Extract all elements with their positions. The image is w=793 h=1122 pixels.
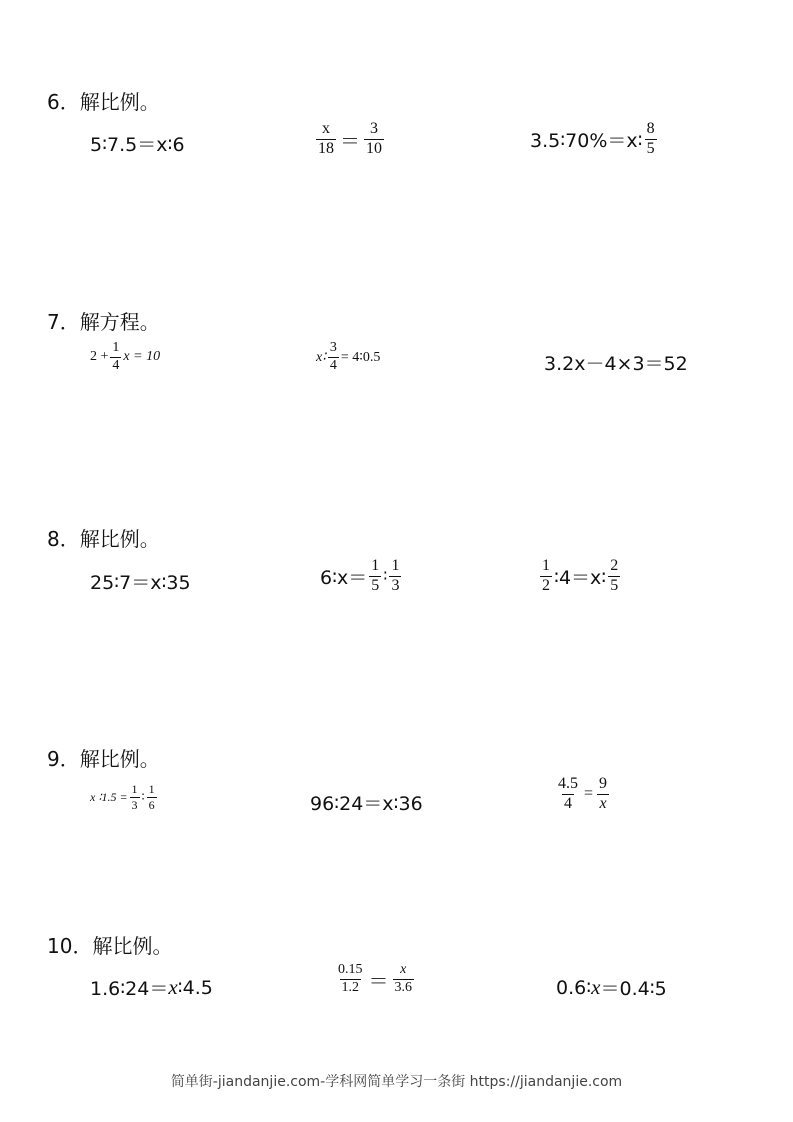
- fraction-numerator: 4.5: [558, 775, 578, 792]
- problem-10-1: [90, 974, 213, 1001]
- problem-9-2: 96∶24＝x∶36: [310, 793, 423, 815]
- problem-6-2: [314, 121, 386, 158]
- fraction-denominator: 5: [646, 139, 655, 157]
- expression-text: 0.6∶: [556, 976, 592, 999]
- section-8-heading: 8．解比例。: [47, 527, 160, 551]
- expression-text: ∶4.5: [177, 976, 213, 999]
- expression-text: x = 10: [123, 349, 161, 365]
- problem-6-1: 5∶7.5＝x∶6: [90, 134, 185, 156]
- problem-8-1: 25∶7＝x∶35: [90, 572, 191, 594]
- problem-7-3: 3.2x－4×3＝52: [544, 353, 688, 375]
- expression-text: ∶4＝x∶: [554, 566, 607, 589]
- fraction-numerator: x: [400, 962, 407, 977]
- fraction-numerator: 1: [112, 340, 120, 355]
- section-6-heading: 6．解比例。: [47, 90, 160, 114]
- fraction-numerator: 0.15: [338, 962, 363, 977]
- fraction-numerator: 1: [131, 782, 138, 796]
- fraction-denominator: 5: [610, 576, 619, 594]
- equals-sign: ＝: [368, 970, 389, 993]
- expression-text: = 4∶0.5: [340, 349, 381, 365]
- fraction-numerator: 3: [329, 340, 337, 355]
- section-9-heading: 9．解比例。: [47, 747, 160, 771]
- ratio-sign: ∶: [141, 789, 145, 804]
- section-7-heading: 7．解方程。: [47, 310, 160, 334]
- fraction-numerator: 9: [599, 775, 608, 792]
- expression-text: 1.6∶24＝: [90, 978, 169, 1000]
- fraction-denominator: 3: [391, 576, 400, 594]
- fraction-numerator: 1: [542, 557, 550, 574]
- fraction-denominator: 10: [366, 139, 382, 157]
- fraction-denominator: x: [599, 794, 607, 812]
- problem-7-1: [90, 341, 160, 373]
- problem-7-2: [316, 341, 380, 373]
- fraction-denominator: 1.2: [341, 979, 359, 995]
- fraction-denominator: 4: [329, 357, 337, 373]
- problem-9-3: [554, 776, 611, 813]
- equals-sign: =: [584, 785, 594, 803]
- expression-text: 3.5∶70%＝x∶: [530, 129, 643, 152]
- expression-text: x ∶1.5 =: [90, 789, 128, 804]
- problem-9-1: [90, 783, 159, 811]
- fraction-numerator: 1: [371, 557, 380, 574]
- problem-6-3: [530, 121, 659, 158]
- fraction-numerator: 8: [646, 120, 655, 137]
- fraction-numerator: 1: [148, 782, 155, 796]
- page-footer: 简单街-jiandanjie.com-学科网简单学习一条街 https://jiandanjie.com: [170, 1074, 623, 1090]
- expression-text: x∶: [316, 349, 326, 365]
- problem-8-3: [538, 558, 622, 595]
- fraction-numerator: 3: [370, 120, 378, 137]
- fraction-denominator: 6: [148, 797, 155, 812]
- fraction-denominator: 3.6: [394, 979, 412, 995]
- equals-sign: ＝: [340, 130, 360, 153]
- expression-text: 2 +: [90, 349, 109, 365]
- problem-10-2: [334, 963, 416, 995]
- fraction-denominator: 18: [318, 139, 334, 157]
- problem-10-3: [556, 974, 667, 1001]
- fraction-denominator: 4: [564, 794, 572, 812]
- fraction-numerator: 1: [391, 557, 400, 574]
- fraction-denominator: 4: [112, 357, 120, 373]
- expression-text: 6∶x＝: [320, 566, 368, 589]
- fraction-numerator: x: [322, 120, 330, 137]
- section-10-heading: 10．解比例。: [47, 934, 173, 958]
- variable-x: x: [591, 975, 601, 999]
- fraction-numerator: 2: [610, 557, 619, 574]
- variable-x: x: [168, 975, 178, 999]
- problem-8-2: [320, 558, 403, 595]
- expression-text: ＝0.4∶5: [600, 978, 667, 1000]
- fraction-denominator: 5: [371, 576, 380, 594]
- fraction-denominator: 2: [542, 576, 550, 594]
- ratio-sign: ∶: [383, 568, 388, 586]
- fraction-denominator: 3: [131, 797, 138, 812]
